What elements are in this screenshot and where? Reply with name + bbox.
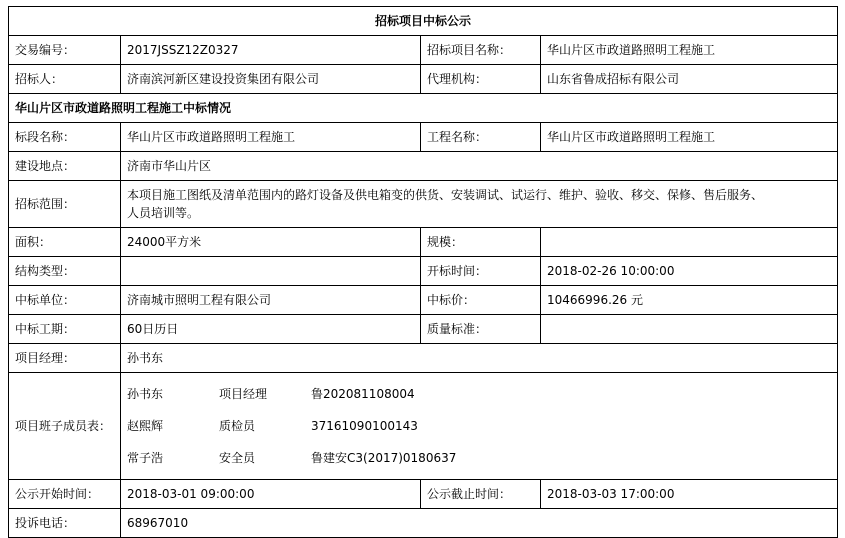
complaint-phone-value: 68967010 xyxy=(121,509,838,538)
team-label: 项目班子成员表： xyxy=(9,373,121,480)
publish-end-value: 2018-03-03 17:00:00 xyxy=(541,480,838,509)
site-value: 济南市华山片区 xyxy=(121,152,838,181)
table-row-structure xyxy=(9,257,838,286)
scale-value xyxy=(541,228,838,257)
site-label: 建设地点： xyxy=(9,152,121,181)
bid-price-value: 10466996.26 元 xyxy=(541,286,838,315)
table-row-complaint-phone xyxy=(9,509,838,538)
agency-label: 代理机构： xyxy=(421,65,541,94)
team-members-list xyxy=(121,373,838,480)
bid-open-time-label: 开标时间： xyxy=(421,257,541,286)
engineering-name-value: 华山片区市政道路照明工程施工 xyxy=(541,123,838,152)
scale-label: 规模： xyxy=(421,228,541,257)
scope-line-1: 本项目施工图纸及清单范围内的路灯设备及供电箱变的供货、安装调试、试运行、维护、验收、移交、保修、售后服务、 xyxy=(127,188,764,202)
table-row-title xyxy=(9,7,838,36)
list-item xyxy=(127,442,831,474)
page-title: 招标项目中标公示 xyxy=(9,7,838,36)
winner-value: 济南城市照明工程有限公司 xyxy=(121,286,421,315)
scope-value xyxy=(121,181,838,228)
member-code: 鲁202081108004 xyxy=(311,387,415,401)
complaint-phone-label: 投诉电话： xyxy=(9,509,121,538)
area-label: 面积： xyxy=(9,228,121,257)
publish-end-label: 公示截止时间： xyxy=(421,480,541,509)
member-name: 孙书东 xyxy=(127,387,164,401)
deal-no-label: 交易编号： xyxy=(9,36,121,65)
project-name-label: 招标项目名称： xyxy=(421,36,541,65)
section-heading: 华山片区市政道路照明工程施工中标情况 xyxy=(9,94,838,123)
structure-label: 结构类型： xyxy=(9,257,121,286)
tenderer-label: 招标人： xyxy=(9,65,121,94)
member-role: 质检员 xyxy=(219,419,256,433)
section-name-label: 标段名称： xyxy=(9,123,121,152)
quality-label: 质量标准： xyxy=(421,315,541,344)
publish-start-value: 2018-03-01 09:00:00 xyxy=(121,480,421,509)
table-row-team xyxy=(9,373,838,480)
table-row-section-name xyxy=(9,123,838,152)
duration-value: 60日历日 xyxy=(121,315,421,344)
list-item xyxy=(127,378,831,410)
scope-line-2: 人员培训等。 xyxy=(127,206,200,220)
engineering-name-label: 工程名称： xyxy=(421,123,541,152)
duration-label: 中标工期： xyxy=(9,315,121,344)
table-row-area xyxy=(9,228,838,257)
scope-label: 招标范围： xyxy=(9,181,121,228)
member-role: 安全员 xyxy=(219,451,256,465)
section-name-value: 华山片区市政道路照明工程施工 xyxy=(121,123,421,152)
table-row-winner xyxy=(9,286,838,315)
table-row-duration xyxy=(9,315,838,344)
bid-price-label: 中标价： xyxy=(421,286,541,315)
table-row-section-head xyxy=(9,94,838,123)
table-row-manager xyxy=(9,344,838,373)
table-row-tenderer xyxy=(9,65,838,94)
table-row-publish-time xyxy=(9,480,838,509)
publish-start-label: 公示开始时间： xyxy=(9,480,121,509)
agency-value: 山东省鲁成招标有限公司 xyxy=(541,65,838,94)
manager-value: 孙书东 xyxy=(121,344,838,373)
member-role: 项目经理 xyxy=(219,387,268,401)
member-name: 常子浩 xyxy=(127,451,164,465)
area-value: 24000平方米 xyxy=(121,228,421,257)
list-item xyxy=(127,410,831,442)
winner-label: 中标单位： xyxy=(9,286,121,315)
member-name: 赵熙辉 xyxy=(127,419,164,433)
table-row-scope xyxy=(9,181,838,228)
manager-label: 项目经理： xyxy=(9,344,121,373)
member-code: 37161090100143 xyxy=(311,419,418,433)
bid-open-time-value: 2018-02-26 10:00:00 xyxy=(541,257,838,286)
tenderer-value: 济南滨河新区建设投资集团有限公司 xyxy=(121,65,421,94)
table-row-deal-no xyxy=(9,36,838,65)
structure-value xyxy=(121,257,421,286)
quality-value xyxy=(541,315,838,344)
project-name-value: 华山片区市政道路照明工程施工 xyxy=(541,36,838,65)
member-code: 鲁建安C3(2017)0180637 xyxy=(311,451,457,465)
table-row-site xyxy=(9,152,838,181)
bid-result-table xyxy=(8,6,838,538)
deal-no-value: 2017JSSZ12Z0327 xyxy=(121,36,421,65)
